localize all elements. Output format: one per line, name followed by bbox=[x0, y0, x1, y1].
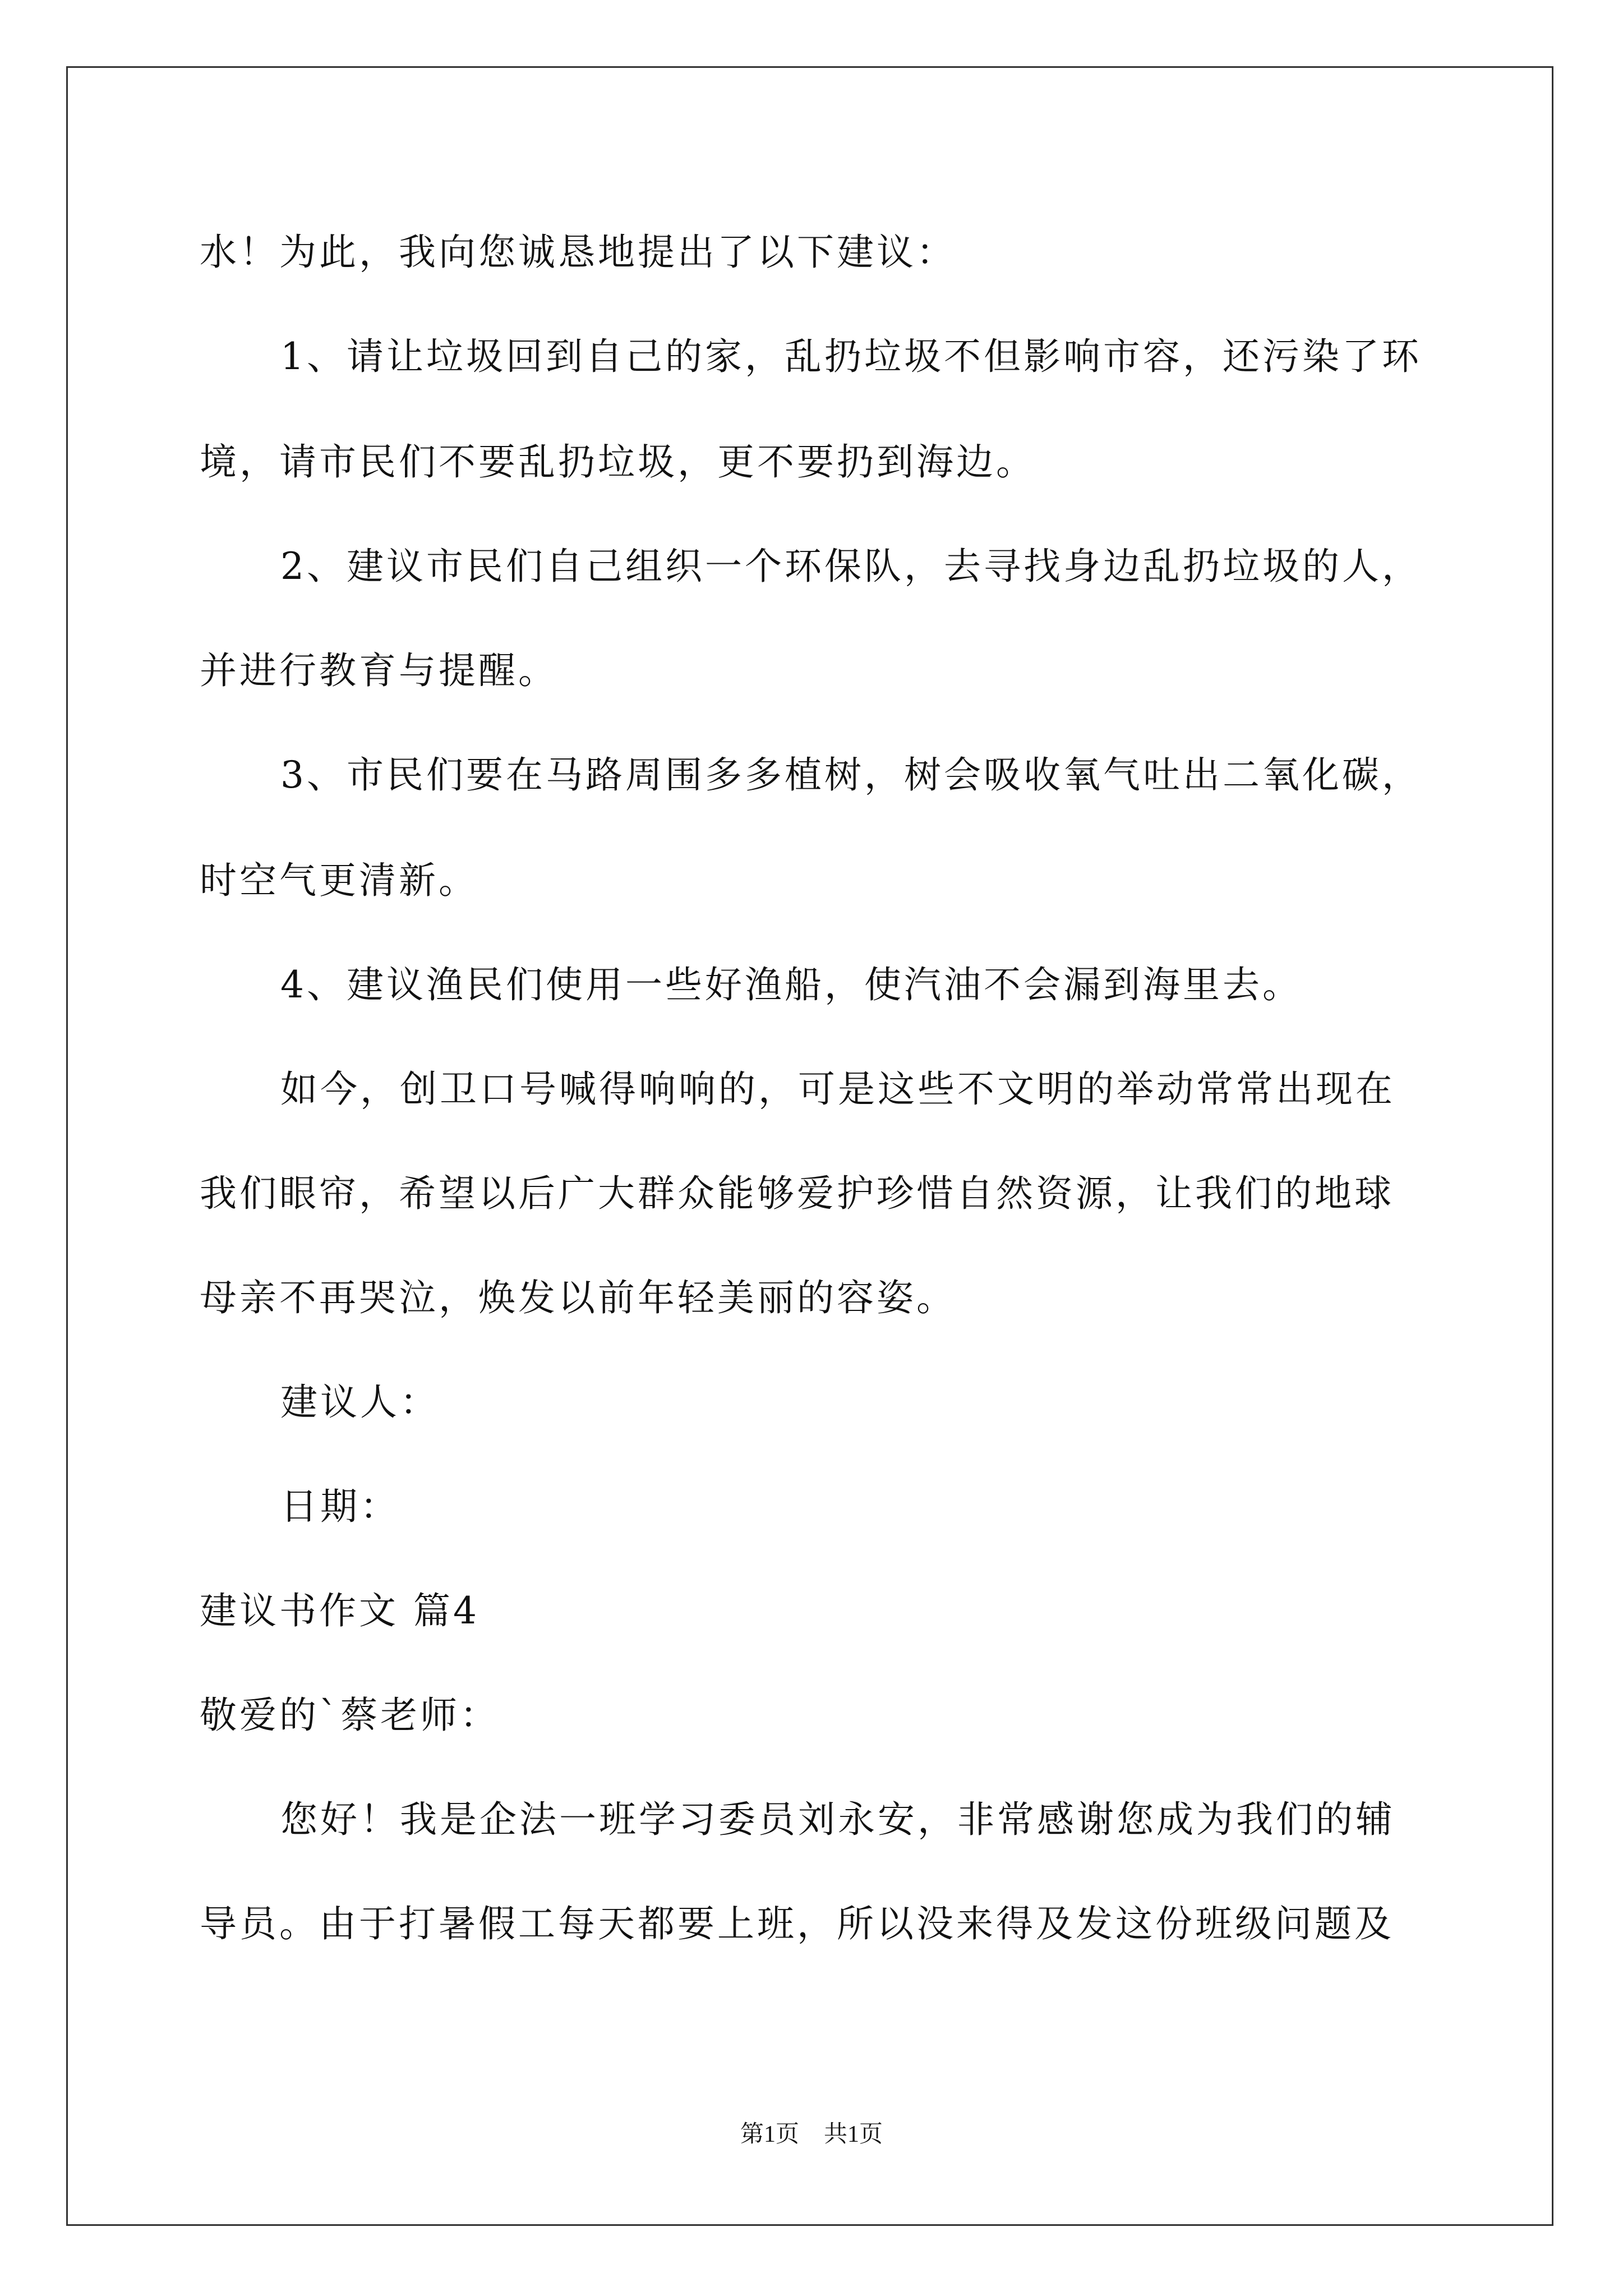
signature-label: 建议人： bbox=[280, 1381, 440, 1424]
text-line: 4、建议渔民们使用一些好渔船，使汽油不会漏到海里去。 bbox=[280, 963, 1302, 1006]
text-line: 水！为此，我向您诚恳地提出了以下建议： bbox=[200, 231, 956, 274]
text-line: 境，请市民们不要乱扔垃圾，更不要扔到海边。 bbox=[200, 440, 1036, 484]
text-line: 时空气更清新。 bbox=[200, 859, 478, 902]
date-label: 日期： bbox=[280, 1485, 400, 1528]
section-heading: 建议书作文 篇4 bbox=[200, 1589, 479, 1632]
text-line: 母亲不再哭泣，焕发以前年轻美丽的容姿。 bbox=[200, 1276, 956, 1319]
text-line: 2、建议市民们自己组织一个环保队，去寻找身边乱扔垃圾的人， bbox=[280, 545, 1422, 588]
text-line: 1、请让垃圾回到自己的家，乱扔垃圾不但影响市容，还污染了环 bbox=[280, 335, 1422, 378]
text-line: 如今，创卫口号喊得响响的，可是这些不文明的举动常常出现在 bbox=[280, 1068, 1395, 1111]
salutation: 敬爱的`蔡老师： bbox=[200, 1694, 500, 1737]
text-line: 您好！我是企法一班学习委员刘永安，非常感谢您成为我们的辅 bbox=[280, 1798, 1395, 1841]
page-total: 共1页 bbox=[824, 2122, 883, 2147]
text-line: 导员。由于打暑假工每天都要上班，所以没来得及发这份班级问题及 bbox=[200, 1902, 1394, 1945]
text-line: 并进行教育与提醒。 bbox=[200, 649, 558, 692]
page-footer bbox=[0, 2120, 1623, 2148]
page-number: 第1页 bbox=[740, 2122, 799, 2147]
text-line: 我们眼帘，希望以后广大群众能够爱护珍惜自然资源，让我们的地球 bbox=[200, 1172, 1394, 1215]
text-line: 3、市民们要在马路周围多多植树，树会吸收氧气吐出二氧化碳， bbox=[280, 753, 1422, 797]
